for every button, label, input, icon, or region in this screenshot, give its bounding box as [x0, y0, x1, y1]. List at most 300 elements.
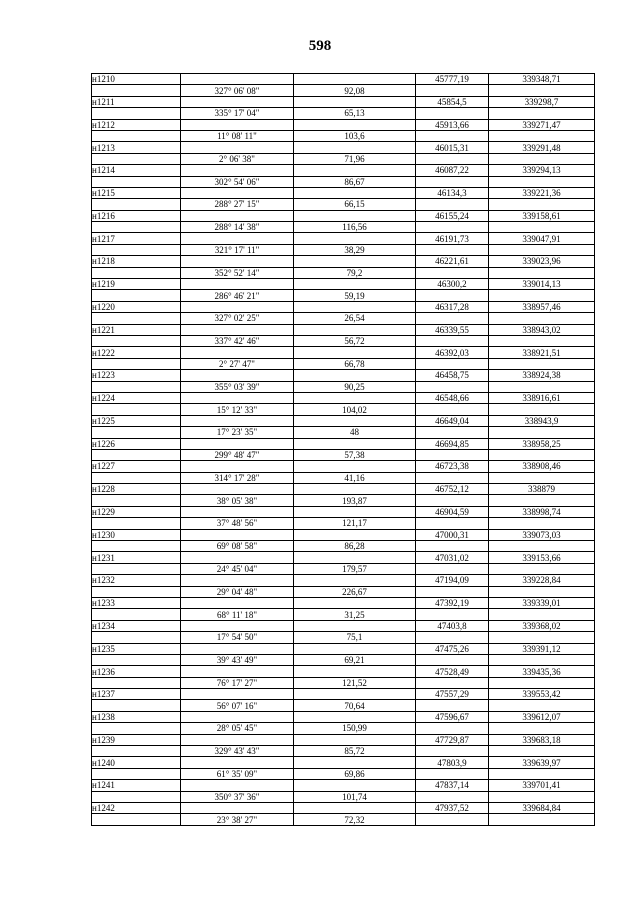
point-cell: н1240	[92, 757, 181, 768]
distance-cell: 57,38	[294, 449, 416, 460]
y-coordinate-cell: 338924,38	[489, 370, 595, 381]
distance-cell: 92,08	[294, 85, 416, 96]
y-coordinate-cell: 339291,48	[489, 142, 595, 153]
angle-cell	[181, 347, 294, 358]
distance-cell	[294, 575, 416, 586]
angle-cell	[181, 233, 294, 244]
point-cell: н1237	[92, 689, 181, 700]
table-row	[92, 689, 595, 700]
angle-cell	[181, 142, 294, 153]
point-cell	[92, 518, 181, 529]
y-coordinate-cell	[489, 814, 595, 825]
x-coordinate-cell	[416, 495, 489, 506]
table-row	[92, 404, 595, 415]
x-coordinate-cell	[416, 244, 489, 255]
angle-cell	[181, 324, 294, 335]
table-row	[92, 734, 595, 745]
x-coordinate-cell: 45777,19	[416, 74, 489, 85]
table-row	[92, 495, 595, 506]
distance-cell: 38,29	[294, 244, 416, 255]
table-row	[92, 290, 595, 301]
x-coordinate-cell: 46155,24	[416, 210, 489, 221]
angle-cell: 288° 14' 38"	[181, 222, 294, 233]
x-coordinate-cell	[416, 381, 489, 392]
point-cell	[92, 427, 181, 438]
table-row	[92, 609, 595, 620]
distance-cell: 59,19	[294, 290, 416, 301]
y-coordinate-cell: 339228,84	[489, 575, 595, 586]
distance-cell	[294, 643, 416, 654]
angle-cell	[181, 370, 294, 381]
page-number: 598	[308, 38, 332, 54]
y-coordinate-cell	[489, 518, 595, 529]
distance-cell: 193,87	[294, 495, 416, 506]
distance-cell: 69,21	[294, 654, 416, 665]
x-coordinate-cell: 47475,26	[416, 643, 489, 654]
angle-cell	[181, 666, 294, 677]
y-coordinate-cell: 339435,36	[489, 666, 595, 677]
distance-cell: 31,25	[294, 609, 416, 620]
point-cell	[92, 222, 181, 233]
point-cell	[92, 586, 181, 597]
table-row	[92, 74, 595, 85]
y-coordinate-cell: 339298,7	[489, 96, 595, 107]
coordinates-table-body	[92, 74, 595, 826]
point-cell: н1224	[92, 392, 181, 403]
y-coordinate-cell	[489, 108, 595, 119]
y-coordinate-cell: 339683,18	[489, 734, 595, 745]
distance-cell: 150,99	[294, 723, 416, 734]
table-row	[92, 381, 595, 392]
point-cell: н1220	[92, 301, 181, 312]
angle-cell: 329° 43' 43"	[181, 746, 294, 757]
table-row	[92, 666, 595, 677]
y-coordinate-cell	[489, 449, 595, 460]
distance-cell: 71,96	[294, 153, 416, 164]
angle-cell	[181, 734, 294, 745]
x-coordinate-cell: 46134,3	[416, 187, 489, 198]
x-coordinate-cell	[416, 768, 489, 779]
angle-cell	[181, 529, 294, 540]
distance-cell: 104,02	[294, 404, 416, 415]
distance-cell	[294, 301, 416, 312]
y-coordinate-cell: 339294,13	[489, 165, 595, 176]
point-cell: н1212	[92, 119, 181, 130]
distance-cell: 75,1	[294, 632, 416, 643]
angle-cell	[181, 392, 294, 403]
table-row	[92, 301, 595, 312]
x-coordinate-cell: 46904,59	[416, 506, 489, 517]
distance-cell: 103,6	[294, 130, 416, 141]
table-row	[92, 244, 595, 255]
point-cell	[92, 700, 181, 711]
angle-cell	[181, 96, 294, 107]
x-coordinate-cell: 46392,03	[416, 347, 489, 358]
angle-cell: 2° 06' 38"	[181, 153, 294, 164]
x-coordinate-cell	[416, 290, 489, 301]
distance-cell	[294, 666, 416, 677]
y-coordinate-cell	[489, 563, 595, 574]
distance-cell	[294, 506, 416, 517]
angle-cell: 352° 52' 14"	[181, 267, 294, 278]
point-cell: н1214	[92, 165, 181, 176]
distance-cell	[294, 74, 416, 85]
x-coordinate-cell: 47557,29	[416, 689, 489, 700]
point-cell	[92, 632, 181, 643]
y-coordinate-cell: 339339,01	[489, 597, 595, 608]
x-coordinate-cell	[416, 472, 489, 483]
table-row	[92, 711, 595, 722]
table-row	[92, 700, 595, 711]
distance-cell: 41,16	[294, 472, 416, 483]
angle-cell: 327° 06' 08"	[181, 85, 294, 96]
x-coordinate-cell: 47803,9	[416, 757, 489, 768]
y-coordinate-cell: 339368,02	[489, 620, 595, 631]
point-cell: н1213	[92, 142, 181, 153]
angle-cell: 29° 04' 48"	[181, 586, 294, 597]
angle-cell: 39° 43' 49"	[181, 654, 294, 665]
distance-cell: 79,2	[294, 267, 416, 278]
table-row	[92, 632, 595, 643]
point-cell: н1228	[92, 484, 181, 495]
distance-cell	[294, 187, 416, 198]
distance-cell: 121,52	[294, 677, 416, 688]
table-row	[92, 335, 595, 346]
distance-cell	[294, 324, 416, 335]
x-coordinate-cell: 47528,49	[416, 666, 489, 677]
y-coordinate-cell	[489, 313, 595, 324]
distance-cell	[294, 484, 416, 495]
y-coordinate-cell: 339023,96	[489, 256, 595, 267]
y-coordinate-cell	[489, 222, 595, 233]
y-coordinate-cell	[489, 472, 595, 483]
angle-cell: 11° 08' 11"	[181, 130, 294, 141]
angle-cell	[181, 803, 294, 814]
x-coordinate-cell: 46694,85	[416, 438, 489, 449]
point-cell	[92, 723, 181, 734]
point-cell: н1216	[92, 210, 181, 221]
point-cell: н1239	[92, 734, 181, 745]
point-cell	[92, 472, 181, 483]
y-coordinate-cell	[489, 541, 595, 552]
table-row	[92, 176, 595, 187]
y-coordinate-cell: 339639,97	[489, 757, 595, 768]
x-coordinate-cell	[416, 199, 489, 210]
x-coordinate-cell	[416, 700, 489, 711]
y-coordinate-cell	[489, 85, 595, 96]
table-row	[92, 358, 595, 369]
table-row	[92, 803, 595, 814]
table-row	[92, 746, 595, 757]
distance-cell	[294, 757, 416, 768]
x-coordinate-cell	[416, 609, 489, 620]
y-coordinate-cell: 339047,91	[489, 233, 595, 244]
table-row	[92, 210, 595, 221]
point-cell	[92, 199, 181, 210]
angle-cell: 68° 11' 18"	[181, 609, 294, 620]
distance-cell	[294, 734, 416, 745]
angle-cell	[181, 279, 294, 290]
point-cell: н1229	[92, 506, 181, 517]
table-row	[92, 552, 595, 563]
table-row	[92, 791, 595, 802]
x-coordinate-cell	[416, 586, 489, 597]
point-cell	[92, 130, 181, 141]
angle-cell	[181, 689, 294, 700]
distance-cell	[294, 415, 416, 426]
angle-cell	[181, 165, 294, 176]
y-coordinate-cell: 339553,42	[489, 689, 595, 700]
table-row	[92, 267, 595, 278]
table-row	[92, 85, 595, 96]
table-row	[92, 256, 595, 267]
x-coordinate-cell	[416, 814, 489, 825]
distance-cell	[294, 279, 416, 290]
point-cell	[92, 449, 181, 460]
angle-cell	[181, 461, 294, 472]
angle-cell: 69° 08' 58"	[181, 541, 294, 552]
x-coordinate-cell: 46317,28	[416, 301, 489, 312]
x-coordinate-cell	[416, 130, 489, 141]
x-coordinate-cell	[416, 791, 489, 802]
x-coordinate-cell	[416, 267, 489, 278]
angle-cell: 327° 02' 25"	[181, 313, 294, 324]
table-row	[92, 130, 595, 141]
table-row	[92, 643, 595, 654]
x-coordinate-cell	[416, 449, 489, 460]
point-cell: н1233	[92, 597, 181, 608]
angle-cell	[181, 210, 294, 221]
x-coordinate-cell	[416, 108, 489, 119]
angle-cell: 37° 48' 56"	[181, 518, 294, 529]
y-coordinate-cell: 339348,71	[489, 74, 595, 85]
angle-cell: 17° 54' 50"	[181, 632, 294, 643]
distance-cell	[294, 780, 416, 791]
x-coordinate-cell	[416, 176, 489, 187]
y-coordinate-cell	[489, 427, 595, 438]
x-coordinate-cell: 46649,04	[416, 415, 489, 426]
point-cell	[92, 609, 181, 620]
x-coordinate-cell: 47403,8	[416, 620, 489, 631]
x-coordinate-cell: 46221,61	[416, 256, 489, 267]
table-row	[92, 347, 595, 358]
table-row	[92, 313, 595, 324]
angle-cell	[181, 711, 294, 722]
angle-cell: 76° 17' 27"	[181, 677, 294, 688]
y-coordinate-cell: 338879	[489, 484, 595, 495]
point-cell	[92, 404, 181, 415]
point-cell	[92, 791, 181, 802]
distance-cell	[294, 370, 416, 381]
x-coordinate-cell: 46191,73	[416, 233, 489, 244]
angle-cell	[181, 780, 294, 791]
distance-cell: 70,64	[294, 700, 416, 711]
table-row	[92, 165, 595, 176]
y-coordinate-cell: 338958,25	[489, 438, 595, 449]
point-cell: н1230	[92, 529, 181, 540]
angle-cell	[181, 757, 294, 768]
distance-cell	[294, 620, 416, 631]
y-coordinate-cell	[489, 632, 595, 643]
angle-cell: 28° 05' 45"	[181, 723, 294, 734]
table-row	[92, 142, 595, 153]
distance-cell: 101,74	[294, 791, 416, 802]
x-coordinate-cell: 47937,52	[416, 803, 489, 814]
x-coordinate-cell	[416, 518, 489, 529]
angle-cell	[181, 643, 294, 654]
point-cell	[92, 495, 181, 506]
x-coordinate-cell	[416, 358, 489, 369]
angle-cell	[181, 438, 294, 449]
x-coordinate-cell	[416, 313, 489, 324]
angle-cell: 61° 35' 09"	[181, 768, 294, 779]
table-row	[92, 757, 595, 768]
distance-cell	[294, 233, 416, 244]
distance-cell: 86,28	[294, 541, 416, 552]
angle-cell: 38° 05' 38"	[181, 495, 294, 506]
point-cell: н1211	[92, 96, 181, 107]
point-cell	[92, 654, 181, 665]
point-cell: н1234	[92, 620, 181, 631]
y-coordinate-cell	[489, 586, 595, 597]
angle-cell	[181, 187, 294, 198]
x-coordinate-cell	[416, 632, 489, 643]
y-coordinate-cell	[489, 381, 595, 392]
angle-cell	[181, 575, 294, 586]
x-coordinate-cell: 45913,66	[416, 119, 489, 130]
point-cell: н1223	[92, 370, 181, 381]
y-coordinate-cell: 338957,46	[489, 301, 595, 312]
y-coordinate-cell	[489, 244, 595, 255]
y-coordinate-cell	[489, 495, 595, 506]
y-coordinate-cell: 339391,12	[489, 643, 595, 654]
table-row	[92, 575, 595, 586]
table-row	[92, 541, 595, 552]
point-cell: н1221	[92, 324, 181, 335]
y-coordinate-cell: 339612,07	[489, 711, 595, 722]
distance-cell	[294, 210, 416, 221]
x-coordinate-cell: 47194,09	[416, 575, 489, 586]
y-coordinate-cell	[489, 335, 595, 346]
angle-cell: 24° 45' 04"	[181, 563, 294, 574]
point-cell: н1242	[92, 803, 181, 814]
angle-cell: 2° 27' 47"	[181, 358, 294, 369]
table-row	[92, 597, 595, 608]
distance-cell	[294, 347, 416, 358]
table-row	[92, 484, 595, 495]
angle-cell: 17° 23' 35"	[181, 427, 294, 438]
table-row	[92, 438, 595, 449]
table-row	[92, 506, 595, 517]
distance-cell	[294, 689, 416, 700]
x-coordinate-cell	[416, 563, 489, 574]
y-coordinate-cell	[489, 358, 595, 369]
y-coordinate-cell	[489, 199, 595, 210]
point-cell	[92, 267, 181, 278]
distance-cell: 66,78	[294, 358, 416, 369]
y-coordinate-cell: 339073,03	[489, 529, 595, 540]
x-coordinate-cell	[416, 404, 489, 415]
point-cell: н1238	[92, 711, 181, 722]
table-row	[92, 233, 595, 244]
distance-cell: 85,72	[294, 746, 416, 757]
angle-cell	[181, 506, 294, 517]
table-row	[92, 472, 595, 483]
y-coordinate-cell	[489, 609, 595, 620]
y-coordinate-cell: 339271,47	[489, 119, 595, 130]
table-row	[92, 370, 595, 381]
angle-cell	[181, 620, 294, 631]
x-coordinate-cell: 47000,31	[416, 529, 489, 540]
table-row	[92, 529, 595, 540]
x-coordinate-cell: 47596,67	[416, 711, 489, 722]
angle-cell	[181, 597, 294, 608]
point-cell	[92, 244, 181, 255]
x-coordinate-cell: 46752,12	[416, 484, 489, 495]
table-row	[92, 449, 595, 460]
angle-cell: 299° 48' 47"	[181, 449, 294, 460]
table-row	[92, 187, 595, 198]
distance-cell: 116,56	[294, 222, 416, 233]
y-coordinate-cell	[489, 700, 595, 711]
x-coordinate-cell: 46458,75	[416, 370, 489, 381]
x-coordinate-cell	[416, 541, 489, 552]
x-coordinate-cell: 45854,5	[416, 96, 489, 107]
point-cell: н1235	[92, 643, 181, 654]
y-coordinate-cell	[489, 746, 595, 757]
x-coordinate-cell	[416, 222, 489, 233]
angle-cell: 314° 17' 28"	[181, 472, 294, 483]
y-coordinate-cell	[489, 654, 595, 665]
angle-cell	[181, 552, 294, 563]
table-row	[92, 427, 595, 438]
y-coordinate-cell: 339014,13	[489, 279, 595, 290]
table-row	[92, 461, 595, 472]
x-coordinate-cell: 46087,22	[416, 165, 489, 176]
distance-cell	[294, 711, 416, 722]
y-coordinate-cell	[489, 290, 595, 301]
point-cell	[92, 746, 181, 757]
angle-cell	[181, 484, 294, 495]
point-cell	[92, 85, 181, 96]
point-cell	[92, 768, 181, 779]
y-coordinate-cell	[489, 176, 595, 187]
y-coordinate-cell: 339684,84	[489, 803, 595, 814]
distance-cell	[294, 96, 416, 107]
table-row	[92, 780, 595, 791]
point-cell	[92, 290, 181, 301]
table-row	[92, 563, 595, 574]
distance-cell: 86,67	[294, 176, 416, 187]
y-coordinate-cell	[489, 677, 595, 688]
distance-cell: 226,67	[294, 586, 416, 597]
distance-cell: 179,57	[294, 563, 416, 574]
y-coordinate-cell	[489, 768, 595, 779]
angle-cell	[181, 119, 294, 130]
x-coordinate-cell: 47837,14	[416, 780, 489, 791]
angle-cell: 56° 07' 16"	[181, 700, 294, 711]
distance-cell	[294, 597, 416, 608]
table-row	[92, 96, 595, 107]
angle-cell: 350° 37' 36"	[181, 791, 294, 802]
point-cell: н1236	[92, 666, 181, 677]
x-coordinate-cell: 46339,55	[416, 324, 489, 335]
point-cell	[92, 381, 181, 392]
distance-cell	[294, 119, 416, 130]
x-coordinate-cell	[416, 85, 489, 96]
point-cell: н1226	[92, 438, 181, 449]
table-row	[92, 279, 595, 290]
